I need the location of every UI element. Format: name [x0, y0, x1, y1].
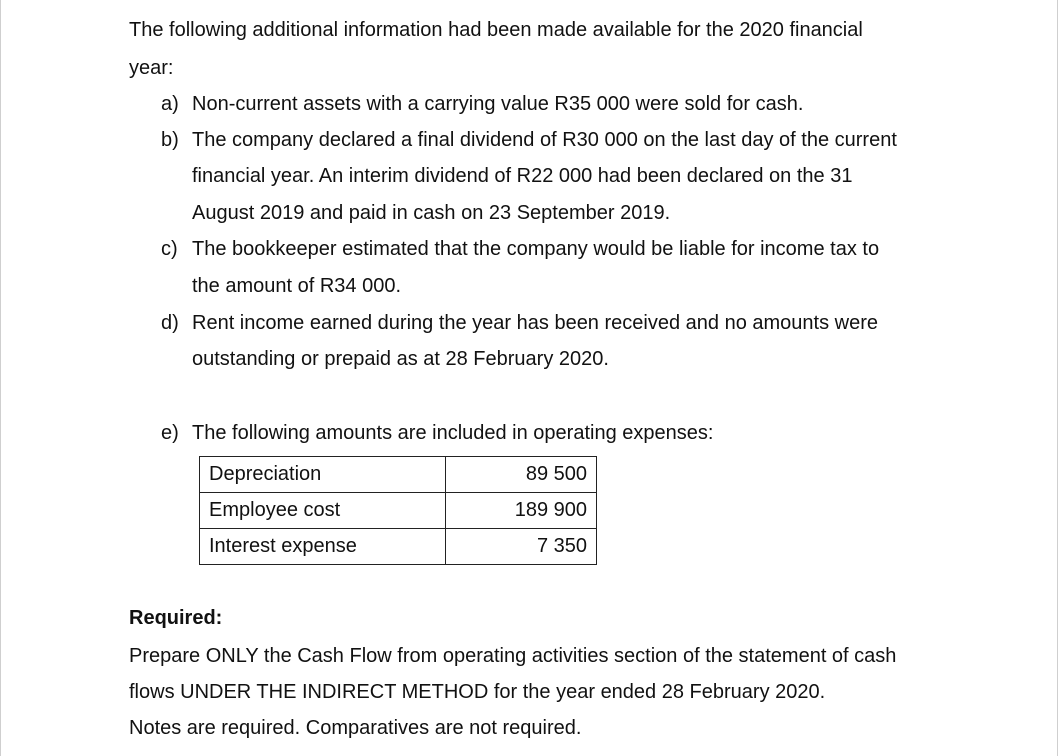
operating-expenses-table — [199, 456, 597, 565]
required-line-3: Notes are required. Comparatives are not required. — [129, 717, 582, 739]
item-d-line-2: outstanding or prepaid as at 28 February 2020. — [192, 348, 609, 370]
item-d-line-1: Rent income earned during the year has been received and no amounts were — [192, 312, 878, 334]
expense-amount: 89 500 — [446, 457, 597, 493]
expense-amount: 7 350 — [446, 529, 597, 565]
expense-amount: 189 900 — [446, 493, 597, 529]
item-c-marker: c) — [161, 238, 178, 260]
item-c-line-2: the amount of R34 000. — [192, 275, 402, 297]
table-row — [200, 493, 597, 529]
expense-label: Interest expense — [200, 529, 446, 565]
intro-line-1: The following additional information had been made available for the 2020 financial — [129, 19, 863, 41]
item-a-line-1: Non-current assets with a carrying value R35 000 were sold for cash. — [192, 93, 804, 115]
item-b-line-1: The company declared a final dividend of R30 000 on the last day of the current — [192, 129, 897, 151]
table-row — [200, 457, 597, 493]
required-line-1: Prepare ONLY the Cash Flow from operating activities section of the statement of cash — [129, 645, 897, 667]
expense-label: Depreciation — [200, 457, 446, 493]
table-row — [200, 529, 597, 565]
item-e-marker: e) — [161, 422, 179, 444]
item-a-marker: a) — [161, 93, 179, 115]
item-e-line-1: The following amounts are included in operating expenses: — [192, 422, 714, 444]
item-d-marker: d) — [161, 312, 179, 334]
required-heading: Required: — [129, 607, 223, 629]
required-line-2: flows UNDER THE INDIRECT METHOD for the year ended 28 February 2020. — [129, 681, 826, 703]
item-b-marker: b) — [161, 129, 179, 151]
item-b-line-3: August 2019 and paid in cash on 23 September 2019. — [192, 202, 671, 224]
item-b-line-2: financial year. An interim dividend of R22 000 had been declared on the 31 — [192, 165, 853, 187]
intro-line-2: year: — [129, 57, 174, 79]
item-c-line-1: The bookkeeper estimated that the company would be liable for income tax to — [192, 238, 880, 260]
expense-label: Employee cost — [200, 493, 446, 529]
